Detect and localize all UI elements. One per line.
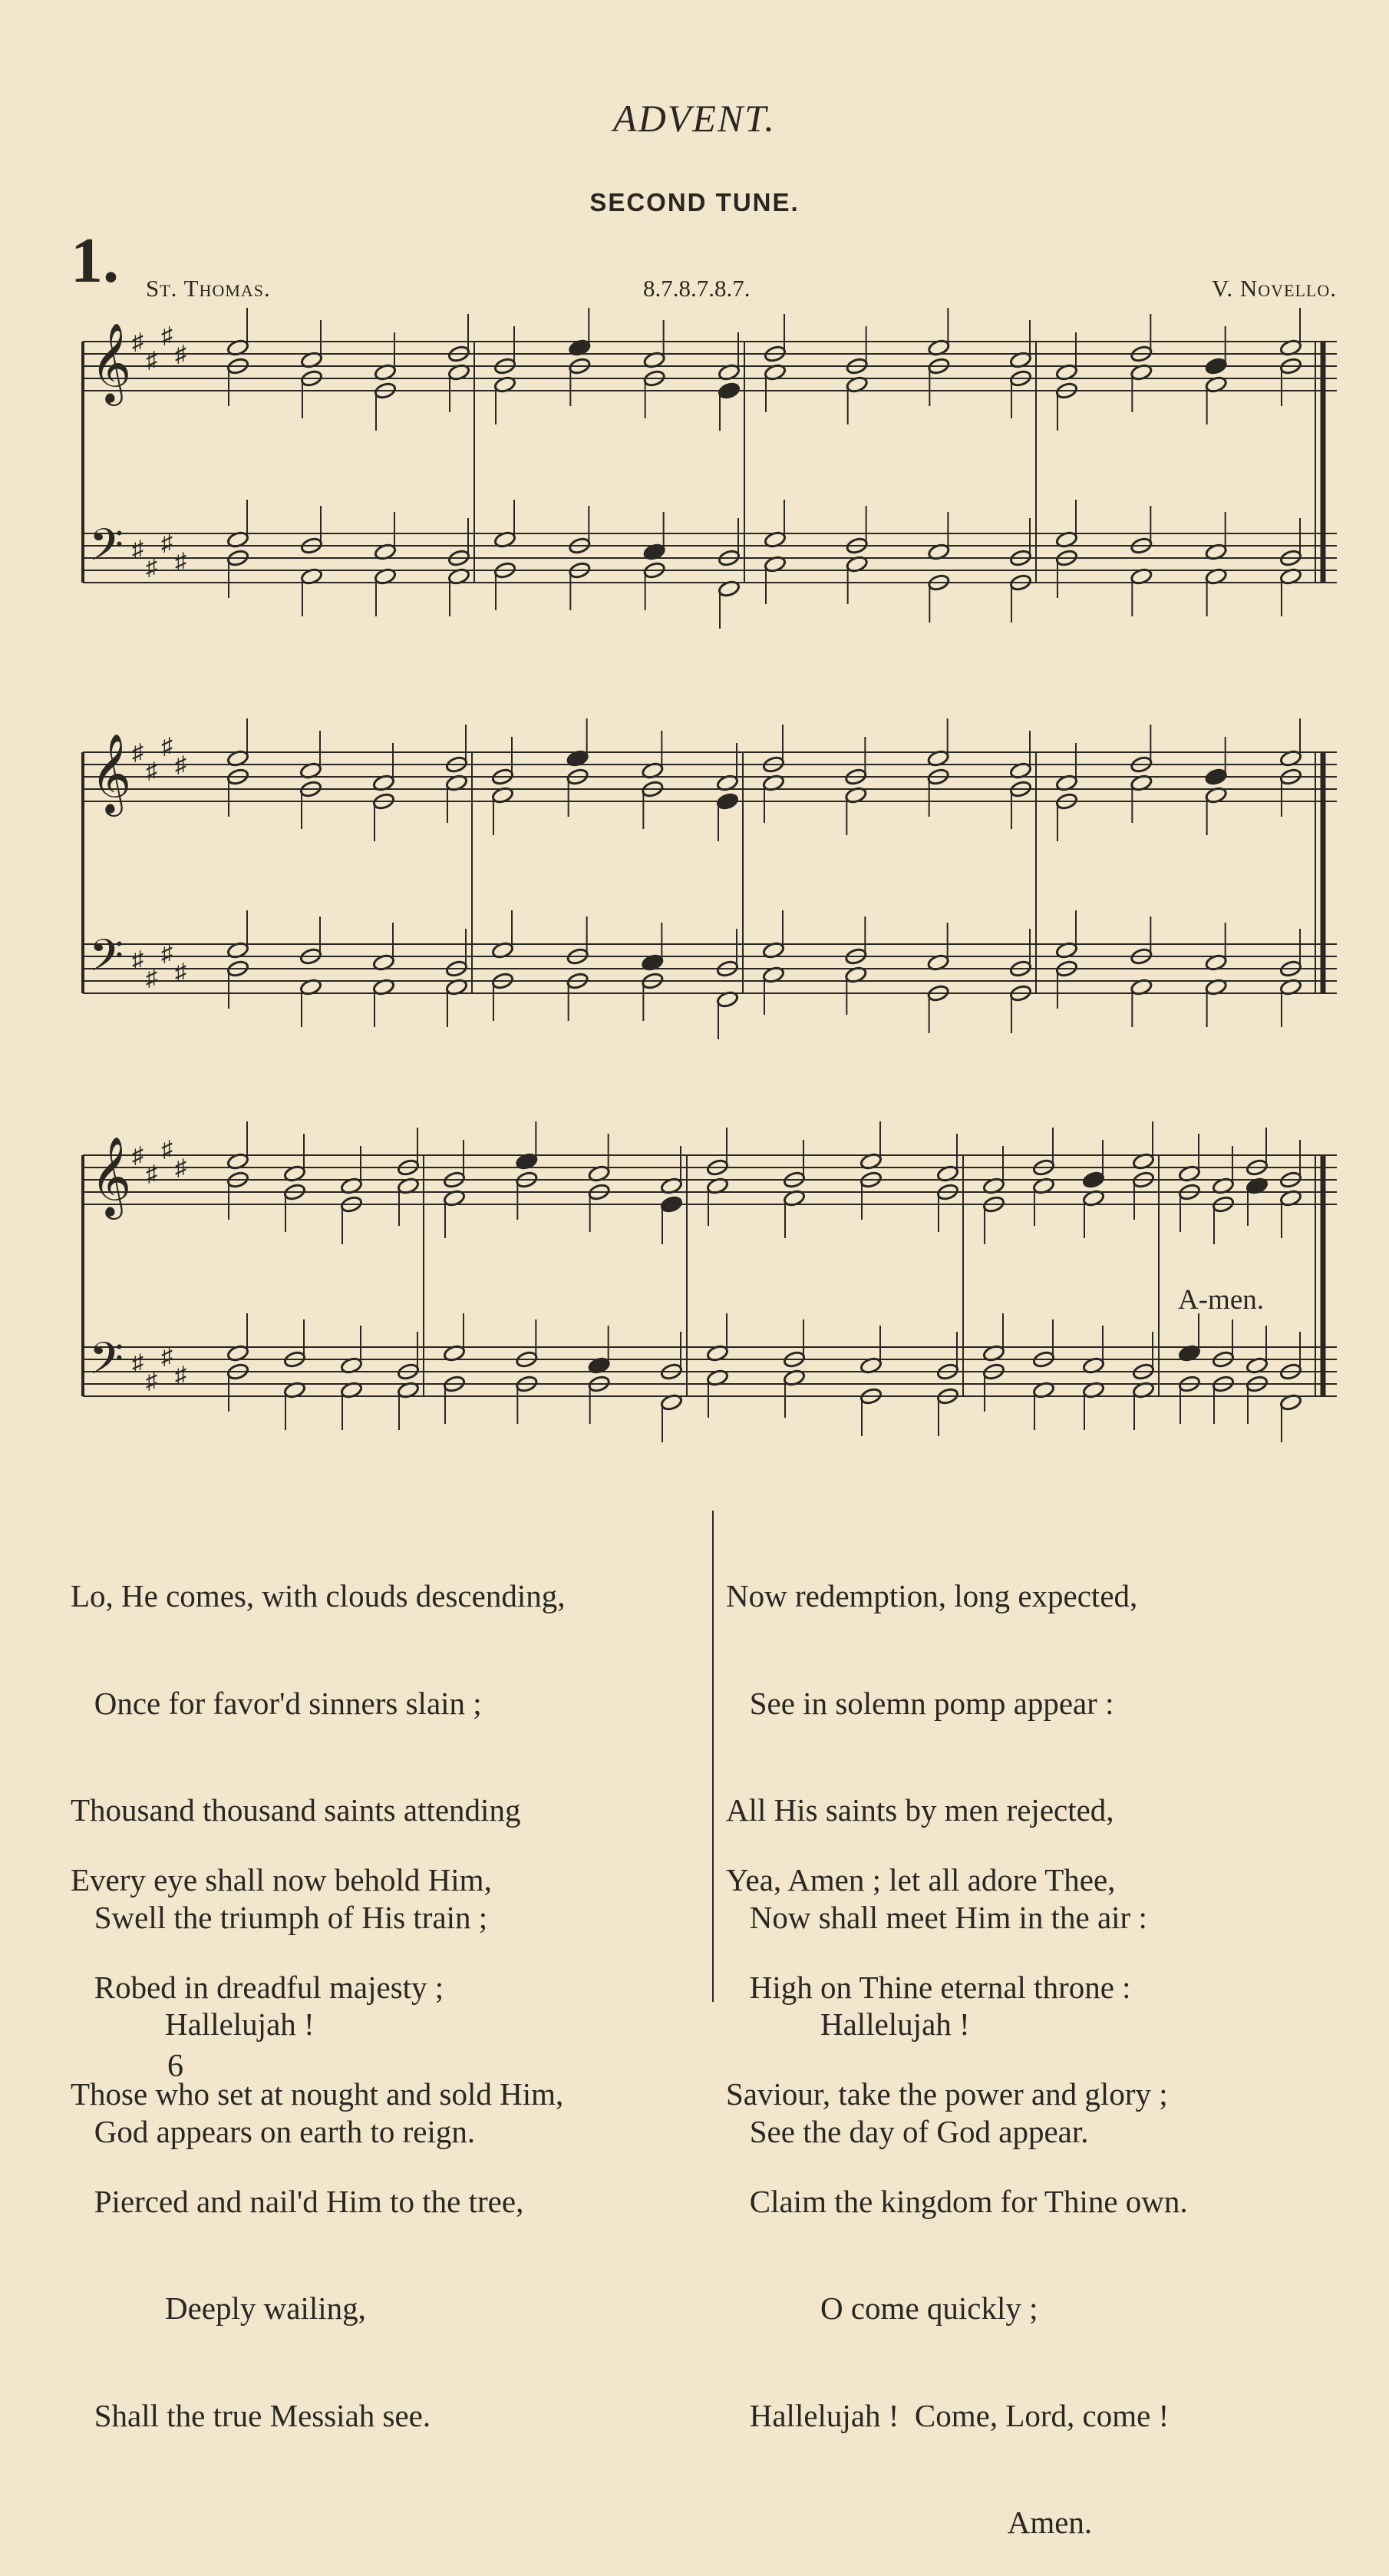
svg-text:♯: ♯ [132, 329, 144, 355]
verse-line: O come quickly ; [726, 2290, 1038, 2326]
section-title: ADVENT. [613, 97, 776, 140]
verse-line: Amen. [726, 2505, 1093, 2540]
verse-line: Shall the true Messiah see. [71, 2397, 431, 2433]
svg-text:♯: ♯ [146, 1369, 157, 1394]
verse-line: Swell the triumph of His train ; [71, 1899, 488, 1935]
music-system [83, 1121, 1337, 1442]
verse-line: Hallelujah ! [71, 2006, 315, 2042]
svg-text:♯: ♯ [161, 1344, 173, 1369]
svg-text:𝄢: 𝄢 [89, 930, 124, 992]
verse-line: Deeply wailing, [71, 2290, 366, 2326]
svg-text:♯: ♯ [132, 537, 144, 562]
svg-text:♯: ♯ [175, 1362, 186, 1388]
svg-text:♯: ♯ [161, 323, 173, 348]
verse-line: High on Thine eternal throne : [726, 1969, 1131, 2005]
verse-line: See in solemn pomp appear : [726, 1685, 1114, 1721]
verse-line: Every eye shall now behold Him, [71, 1862, 492, 1897]
svg-text:𝄞: 𝄞 [91, 322, 132, 403]
verse-line: Those who set at nought and sold Him, [71, 2076, 564, 2112]
svg-text:♯: ♯ [161, 1137, 173, 1162]
tune-name: St. Thomas. [146, 275, 271, 302]
svg-text:♯: ♯ [146, 966, 157, 991]
amen-label: A-men. [1178, 1284, 1264, 1316]
verse-2 [71, 1791, 563, 2469]
verse-line: Hallelujah ! [726, 2006, 970, 2042]
svg-text:♯: ♯ [132, 1143, 144, 1168]
verse-line: All His saints by men rejected, [726, 1792, 1114, 1828]
verse-line: See the day of God appear. [726, 2113, 1089, 2149]
svg-text:♯: ♯ [175, 549, 186, 574]
svg-text:♯: ♯ [175, 342, 186, 367]
verse-line: Thousand thousand saints attending [71, 1792, 521, 1828]
verse-line: Now shall meet Him in the air : [726, 1899, 1147, 1935]
svg-text:♯: ♯ [161, 941, 173, 966]
svg-text:♯: ♯ [146, 758, 157, 784]
verse-line: Pierced and nail'd Him to the tree, [71, 2183, 524, 2219]
verse-line: Lo, He comes, with clouds descending, [71, 1578, 566, 1613]
svg-text:𝄢: 𝄢 [89, 519, 124, 582]
svg-text:𝄞: 𝄞 [91, 1136, 132, 1217]
verse-line: God appears on earth to reign. [71, 2113, 476, 2149]
verse-4 [726, 1791, 1188, 2576]
verse-line: Saviour, take the power and glory ; [726, 2076, 1168, 2112]
music-system [83, 718, 1337, 1039]
hymn-number: 1. [71, 225, 119, 296]
verse-line: Once for favor'd sinners slain ; [71, 1685, 482, 1721]
svg-text:♯: ♯ [175, 1155, 186, 1181]
column-divider [712, 1511, 714, 2002]
composer: V. Novello. [1211, 275, 1337, 302]
verse-line: Robed in dreadful majesty ; [71, 1969, 444, 2005]
svg-text:♯: ♯ [161, 734, 173, 759]
tune-subtitle: SECOND TUNE. [589, 188, 800, 216]
svg-text:♯: ♯ [146, 555, 157, 580]
svg-text:♯: ♯ [146, 348, 157, 373]
verse-line: Now redemption, long expected, [726, 1578, 1138, 1613]
svg-text:♯: ♯ [175, 959, 186, 985]
svg-text:♯: ♯ [161, 530, 173, 556]
verse-line: Yea, Amen ; let all adore Thee, [726, 1862, 1116, 1897]
svg-text:𝄞: 𝄞 [91, 733, 132, 814]
verse-line: Claim the kingdom for Thine own. [726, 2183, 1188, 2219]
svg-text:♯: ♯ [132, 1350, 144, 1376]
svg-text:♯: ♯ [132, 740, 144, 765]
svg-text:♯: ♯ [146, 1161, 157, 1187]
meter: 8.7.8.7.8.7. [643, 275, 751, 302]
svg-text:♯: ♯ [175, 752, 186, 778]
svg-text:♯: ♯ [132, 947, 144, 973]
page-number: 6 [167, 2049, 183, 2084]
music-system [83, 308, 1337, 629]
verse-line: Hallelujah ! Come, Lord, come ! [726, 2397, 1170, 2433]
svg-text:𝄢: 𝄢 [89, 1333, 124, 1395]
